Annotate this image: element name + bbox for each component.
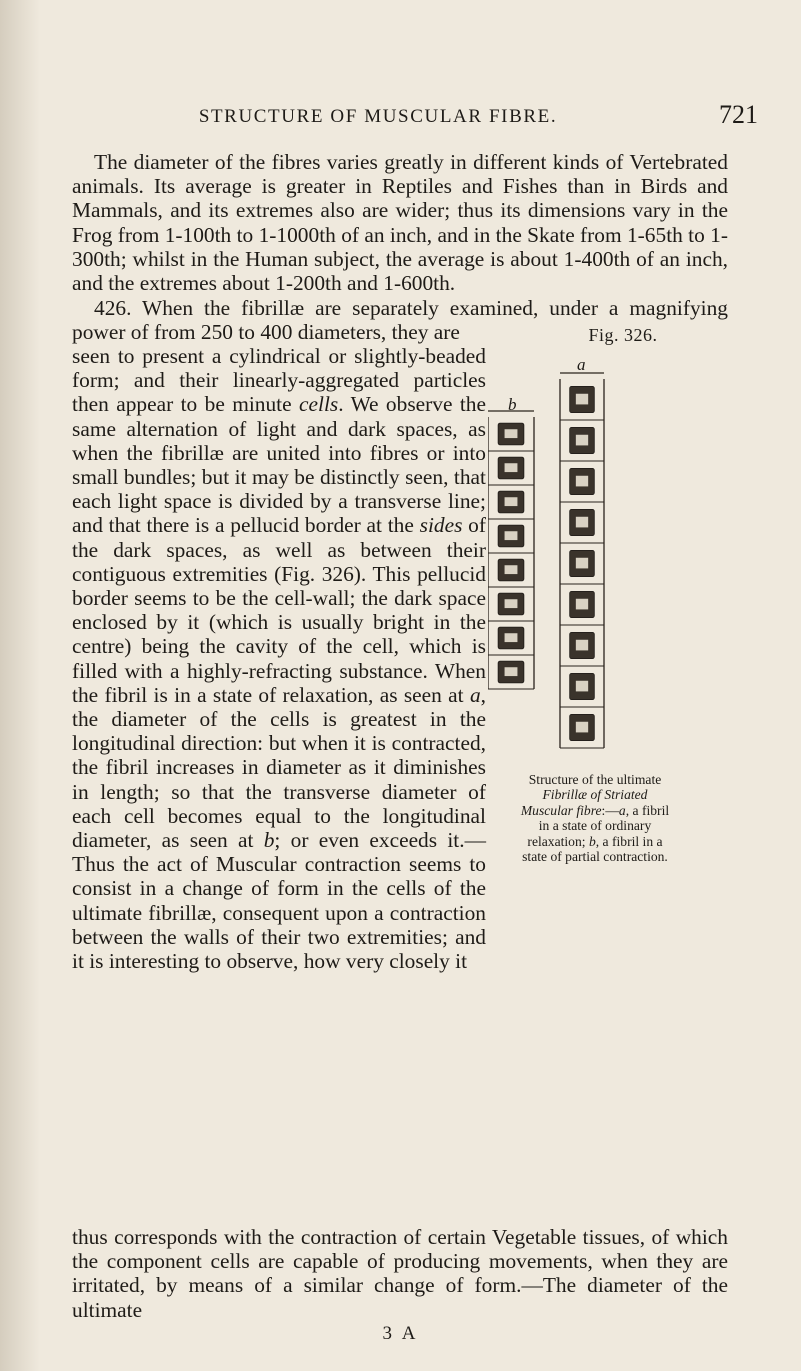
figure-letter-a: a: [577, 355, 586, 374]
caption-text: , a fibril in a state of partial contraction.: [522, 833, 668, 865]
paragraph-fibre-diameter: The diameter of the fibres varies greatly in different kinds of Vertebrated animals. Its average is greater in Reptiles and Fishes than in Birds and Mammals, and its extremes also are wider; thus its dimensions vary in the Frog from 1-100th to 1-1000th of an inch, and in the Skate from 1-65th to 1-300th; whilst in the Human subject, the average is about 1-400th of an inch, and the extremes about 1-200th and 1-600th.: [72, 150, 728, 296]
cell-bright-centre: [576, 599, 588, 610]
italic-b: b: [263, 828, 275, 853]
text-run: seen to present a cylindrical or slightly-beaded form; and their linearly-aggregated particles then appear to be minute: [72, 344, 486, 417]
cell-bright-centre: [505, 565, 518, 574]
text-run: . We observe the same alternation of light and dark spaces, as when the fibrillæ are united into fibres or into small bundles; but it may be distinctly seen, that each light space is divided by a transverse line; and that there is a pellucid border at the: [72, 392, 486, 538]
running-head: STRUCTURE OF MUSCULAR FIBRE.: [198, 106, 558, 127]
page-header: [58, 100, 758, 134]
cell-bright-centre: [576, 558, 588, 569]
italic-cells: cells: [299, 392, 339, 417]
cell-bright-centre: [505, 463, 518, 472]
cell-bright-centre: [505, 599, 518, 608]
fibril-b-contracted: [488, 411, 534, 689]
caption-text: Structure of the ultimate: [528, 772, 662, 787]
text-run: ; or even exceeds it.— Thus the act of Muscular contraction seems to consist in a change of form in the cells of the ultimate fibrillæ, consequent upon a contraction between the walls of their two extremities; and it is interesting to observe, how very closely it: [72, 828, 486, 974]
cell-bright-centre: [505, 531, 518, 540]
page-edge-shadow: [0, 0, 40, 1371]
cell-bright-centre: [576, 476, 588, 487]
cell-bright-centre: [576, 435, 588, 446]
paragraph-426-intro: 426. When the fibrillæ are separately examined, under a magnifying power of from 250 to 400 diameters, they are: [72, 296, 728, 345]
caption-italic-a: a: [618, 802, 626, 818]
figure-letter-b: b: [508, 395, 517, 414]
figure-326: [488, 325, 758, 755]
cell-bright-centre: [505, 667, 518, 676]
figure-caption: [520, 772, 670, 864]
cell-bright-centre: [576, 517, 588, 528]
text-run: of the dark spaces, as well as between their contiguous extremities (Fig. 326). This pellucid border seems to be the cell-wall; the dark space enclosed by it (which is usually bright in the centre) being the cavity of the cell, which is filled with a highly-refracting substance. When the fibril is in a state of relaxation, as seen at: [72, 513, 487, 707]
text-run: , the diameter of the cells is greatest in the longitudinal direction: but when it is contracted, the fibril increases in diameter as it diminishes in length; so that the transverse diameter of each cell becomes equal to the longitudinal diameter, as seen at: [72, 682, 486, 853]
paragraph-426-body: [72, 344, 486, 973]
italic-sides: sides: [419, 513, 463, 538]
cell-bright-centre: [576, 640, 588, 651]
printer-signature: 3 A: [382, 1323, 419, 1344]
cell-bright-centre: [505, 633, 518, 642]
cell-bright-centre: [505, 429, 518, 438]
caption-text: :—: [601, 802, 619, 818]
caption-text: , a fibril in a state of ordinary relaxation;: [527, 802, 670, 849]
page-number: 721: [719, 100, 758, 129]
cell-bright-centre: [505, 497, 518, 506]
paragraph-426-continued: thus corresponds with the contraction of certain Vegetable tissues, of which the component cells are capable of producing movements, when they are irritated, by means of a similar change of form.—The diameter of the ultimate: [72, 1225, 728, 1322]
caption-italic-b: b: [588, 833, 596, 849]
fibril-diagram: [488, 325, 758, 755]
cell-bright-centre: [576, 681, 588, 692]
cell-bright-centre: [576, 394, 588, 405]
fibril-a-relaxed: [560, 373, 604, 748]
cell-bright-centre: [576, 722, 588, 733]
italic-a: a: [469, 682, 481, 707]
caption-italic: Fibrillæ of Striated Muscular fibre: [520, 787, 648, 818]
figure-label: Fig. 326.: [588, 325, 658, 345]
